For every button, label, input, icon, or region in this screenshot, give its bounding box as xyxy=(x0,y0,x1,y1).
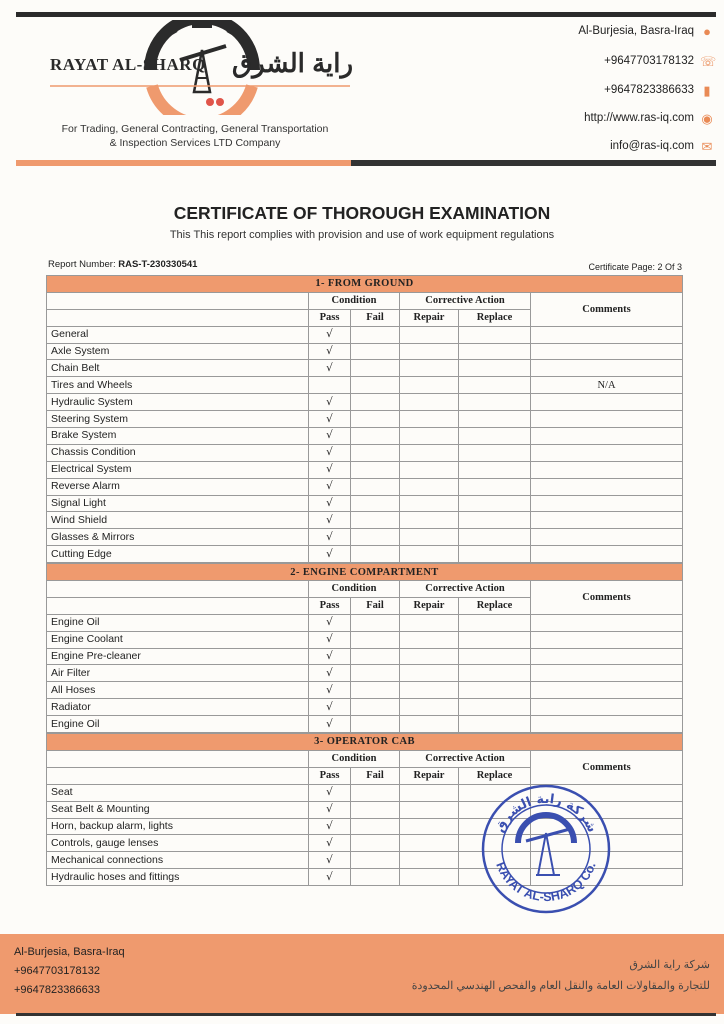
checklist-row xyxy=(47,411,683,428)
item-name: Signal Light xyxy=(47,495,309,512)
pass-mark: √ xyxy=(309,801,351,818)
comments-header: Comments xyxy=(531,581,683,615)
pass-mark: √ xyxy=(309,478,351,495)
section-header xyxy=(47,734,683,751)
pass-mark: √ xyxy=(309,631,351,648)
replace-cell xyxy=(459,444,531,461)
pass-mark: √ xyxy=(309,835,351,852)
contact-mobile: +9647823386633 xyxy=(604,84,694,96)
blank-cell xyxy=(47,292,309,309)
comment-cell: N/A xyxy=(531,377,683,394)
pass-mark: √ xyxy=(309,699,351,716)
checklist-row xyxy=(47,665,683,682)
repair-cell xyxy=(400,818,459,835)
corrective-action-header: Corrective Action xyxy=(400,750,531,767)
item-name: Radiator xyxy=(47,699,309,716)
repair-cell xyxy=(400,852,459,869)
header-top-bar xyxy=(16,12,716,17)
checklist-row xyxy=(47,360,683,377)
fail-header: Fail xyxy=(351,597,400,614)
replace-cell xyxy=(459,478,531,495)
checklist-row xyxy=(47,699,683,716)
fail-cell xyxy=(351,512,400,529)
replace-cell xyxy=(459,648,531,665)
checklist-row xyxy=(47,394,683,411)
replace-header: Replace xyxy=(459,597,531,614)
footer-phone-1: +9647703178132 xyxy=(14,965,100,977)
svg-text:RAYAT AL-SHARQ Co. xyxy=(493,860,598,904)
comment-cell xyxy=(531,495,683,512)
contact-phone: +9647703178132 xyxy=(604,55,694,67)
repair-cell xyxy=(400,801,459,818)
pass-mark: √ xyxy=(309,326,351,343)
checklist-row xyxy=(47,326,683,343)
item-name: General xyxy=(47,326,309,343)
footer-bottom-bar xyxy=(16,1013,716,1016)
pass-mark: √ xyxy=(309,716,351,733)
replace-cell xyxy=(459,326,531,343)
document-title: CERTIFICATE OF THOROUGH EXAMINATION xyxy=(173,203,551,223)
repair-cell xyxy=(400,343,459,360)
checklist-row xyxy=(47,682,683,699)
footer-tagline-ar: للتجارة والمقاولات العامة والنقل العام والفحص الهندسي المحدودة xyxy=(411,980,710,992)
fail-cell xyxy=(351,682,400,699)
item-name: Engine Oil xyxy=(47,614,309,631)
repair-cell xyxy=(400,394,459,411)
fail-cell xyxy=(351,495,400,512)
repair-cell xyxy=(400,614,459,631)
fail-cell xyxy=(351,377,400,394)
comment-cell xyxy=(531,716,683,733)
repair-cell xyxy=(400,682,459,699)
pass-mark: √ xyxy=(309,512,351,529)
item-name: All Hoses xyxy=(47,682,309,699)
phone-icon: ☏ xyxy=(700,54,717,69)
comment-cell xyxy=(531,343,683,360)
comment-cell xyxy=(531,394,683,411)
replace-cell xyxy=(459,716,531,733)
item-name: Chain Belt xyxy=(47,360,309,377)
pass-header: Pass xyxy=(309,767,351,784)
pass-mark: √ xyxy=(309,428,351,445)
replace-cell xyxy=(459,682,531,699)
repair-cell xyxy=(400,478,459,495)
fail-cell xyxy=(351,869,400,886)
fail-cell xyxy=(351,614,400,631)
condition-header: Condition xyxy=(309,292,400,309)
fail-cell xyxy=(351,665,400,682)
pass-mark: √ xyxy=(309,495,351,512)
replace-cell xyxy=(459,343,531,360)
company-name-ar: راية الشرق xyxy=(232,48,354,78)
fail-cell xyxy=(351,716,400,733)
fail-cell xyxy=(351,428,400,445)
checklist-row xyxy=(47,377,683,394)
repair-cell xyxy=(400,869,459,886)
repair-cell xyxy=(400,377,459,394)
replace-cell xyxy=(459,529,531,546)
checklist-row xyxy=(47,461,683,478)
item-name: Engine Pre-cleaner xyxy=(47,648,309,665)
item-name: Horn, backup alarm, lights xyxy=(47,818,309,835)
corrective-action-header: Corrective Action xyxy=(400,581,531,598)
column-header-row xyxy=(47,292,683,309)
comments-header: Comments xyxy=(531,292,683,326)
item-name: Wind Shield xyxy=(47,512,309,529)
pass-header: Pass xyxy=(309,309,351,326)
replace-cell xyxy=(459,495,531,512)
section-title: 3- OPERATOR CAB xyxy=(47,734,683,751)
fail-cell xyxy=(351,801,400,818)
repair-cell xyxy=(400,529,459,546)
fail-cell xyxy=(351,360,400,377)
repair-cell xyxy=(400,444,459,461)
replace-cell xyxy=(459,411,531,428)
checklist-row xyxy=(47,428,683,445)
checklist-row xyxy=(47,495,683,512)
fail-cell xyxy=(351,444,400,461)
repair-cell xyxy=(400,461,459,478)
pass-mark: √ xyxy=(309,343,351,360)
blank-cell xyxy=(47,581,309,598)
item-name: Reverse Alarm xyxy=(47,478,309,495)
mail-icon: ✉ xyxy=(701,139,713,154)
fail-cell xyxy=(351,326,400,343)
footer-company-ar: شركة راية الشرق xyxy=(629,959,710,971)
comments-header: Comments xyxy=(531,750,683,784)
checklist-row xyxy=(47,716,683,733)
condition-header: Condition xyxy=(309,581,400,598)
checklist-row xyxy=(47,512,683,529)
comment-cell xyxy=(531,478,683,495)
company-stamp xyxy=(480,783,612,915)
column-header-row xyxy=(47,750,683,767)
item-name: Seat Belt & Mounting xyxy=(47,801,309,818)
fail-cell xyxy=(351,852,400,869)
contact-email: info@ras-iq.com xyxy=(610,140,694,152)
comment-cell xyxy=(531,529,683,546)
replace-cell xyxy=(459,461,531,478)
repair-cell xyxy=(400,784,459,801)
comment-cell xyxy=(531,326,683,343)
repair-cell xyxy=(400,716,459,733)
checklist-row xyxy=(47,444,683,461)
replace-cell xyxy=(459,394,531,411)
comment-cell xyxy=(531,512,683,529)
fail-cell xyxy=(351,394,400,411)
comment-cell xyxy=(531,648,683,665)
section-table xyxy=(46,563,683,733)
section-title: 2- ENGINE COMPARTMENT xyxy=(47,564,683,581)
pass-mark: √ xyxy=(309,869,351,886)
blank-cell xyxy=(47,767,309,784)
replace-header: Replace xyxy=(459,309,531,326)
fail-cell xyxy=(351,546,400,563)
item-name: Seat xyxy=(47,784,309,801)
fail-cell xyxy=(351,648,400,665)
stamp-text-ar: شركة راية الشرق xyxy=(492,791,600,836)
contact-address: Al-Burjesia, Basra-Iraq xyxy=(578,25,694,37)
blank-cell xyxy=(47,309,309,326)
pass-mark xyxy=(309,377,351,394)
comment-cell xyxy=(531,682,683,699)
checklist-row xyxy=(47,478,683,495)
pass-mark: √ xyxy=(309,461,351,478)
footer-band xyxy=(0,934,724,1014)
replace-cell xyxy=(459,699,531,716)
repair-header: Repair xyxy=(400,767,459,784)
pass-mark: √ xyxy=(309,818,351,835)
company-tagline: For Trading, General Contracting, General Transportation & Inspection Services LTD Company xyxy=(61,123,329,149)
replace-cell xyxy=(459,428,531,445)
comment-cell xyxy=(531,411,683,428)
pass-mark: √ xyxy=(309,784,351,801)
checklist-row xyxy=(47,648,683,665)
repair-cell xyxy=(400,512,459,529)
location-pin-icon: ● xyxy=(703,24,711,39)
stamp-text-en: RAYAT AL-SHARQ Co. xyxy=(493,860,599,905)
checklist-row xyxy=(47,631,683,648)
pass-mark: √ xyxy=(309,444,351,461)
checklist-row xyxy=(47,529,683,546)
globe-icon: ◉ xyxy=(701,111,713,126)
comment-cell xyxy=(531,360,683,377)
comment-cell xyxy=(531,631,683,648)
repair-cell xyxy=(400,648,459,665)
section-title: 1- FROM GROUND xyxy=(47,276,683,293)
pass-mark: √ xyxy=(309,665,351,682)
item-name: Electrical System xyxy=(47,461,309,478)
fail-header: Fail xyxy=(351,309,400,326)
item-name: Hydraulic System xyxy=(47,394,309,411)
replace-cell xyxy=(459,631,531,648)
item-name: Cutting Edge xyxy=(47,546,309,563)
mobile-icon: ▮ xyxy=(703,83,711,98)
fail-cell xyxy=(351,784,400,801)
replace-cell xyxy=(459,377,531,394)
pass-mark: √ xyxy=(309,614,351,631)
pass-mark: √ xyxy=(309,546,351,563)
pass-mark: √ xyxy=(309,682,351,699)
item-name: Engine Oil xyxy=(47,716,309,733)
corrective-action-header: Corrective Action xyxy=(400,292,531,309)
replace-cell xyxy=(459,546,531,563)
fail-cell xyxy=(351,461,400,478)
replace-cell xyxy=(459,665,531,682)
section-table xyxy=(46,275,683,563)
repair-header: Repair xyxy=(400,309,459,326)
item-name: Axle System xyxy=(47,343,309,360)
fail-header: Fail xyxy=(351,767,400,784)
item-name: Engine Coolant xyxy=(47,631,309,648)
repair-cell xyxy=(400,360,459,377)
fail-cell xyxy=(351,343,400,360)
fail-cell xyxy=(351,631,400,648)
item-name: Steering System xyxy=(47,411,309,428)
repair-header: Repair xyxy=(400,597,459,614)
item-name: Tires and Wheels xyxy=(47,377,309,394)
replace-cell xyxy=(459,614,531,631)
item-name: Brake System xyxy=(47,428,309,445)
pass-header: Pass xyxy=(309,597,351,614)
comment-cell xyxy=(531,428,683,445)
replace-header: Replace xyxy=(459,767,531,784)
comment-cell xyxy=(531,444,683,461)
repair-cell xyxy=(400,835,459,852)
comment-cell xyxy=(531,699,683,716)
pass-mark: √ xyxy=(309,360,351,377)
item-name: Mechanical connections xyxy=(47,852,309,869)
fail-cell xyxy=(351,835,400,852)
fail-cell xyxy=(351,529,400,546)
repair-cell xyxy=(400,411,459,428)
replace-cell xyxy=(459,512,531,529)
item-name: Chassis Condition xyxy=(47,444,309,461)
pass-mark: √ xyxy=(309,529,351,546)
pass-mark: √ xyxy=(309,411,351,428)
section-header xyxy=(47,276,683,293)
repair-cell xyxy=(400,546,459,563)
comment-cell xyxy=(531,665,683,682)
repair-cell xyxy=(400,495,459,512)
pass-mark: √ xyxy=(309,648,351,665)
report-number: Report Number: RAS-T-230330541 xyxy=(48,259,198,270)
pass-mark: √ xyxy=(309,852,351,869)
document-subtitle: This This report complies with provision and use of work equipment regulations xyxy=(169,229,555,241)
comment-cell xyxy=(531,546,683,563)
item-name: Glasses & Mirrors xyxy=(47,529,309,546)
footer-address: Al-Burjesia, Basra-Iraq xyxy=(14,946,125,958)
blank-cell xyxy=(47,750,309,767)
checklist-row xyxy=(47,546,683,563)
blank-cell xyxy=(47,597,309,614)
fail-cell xyxy=(351,818,400,835)
certificate-page-info: Certificate Page: 2 Of 3 xyxy=(588,262,682,272)
fail-cell xyxy=(351,478,400,495)
company-name-en: RAYAT AL-SHARQ xyxy=(50,55,206,74)
pass-mark: √ xyxy=(309,394,351,411)
replace-cell xyxy=(459,360,531,377)
item-name: Air Filter xyxy=(47,665,309,682)
repair-cell xyxy=(400,428,459,445)
comment-cell xyxy=(531,461,683,478)
footer-phone-2: +9647823386633 xyxy=(14,984,100,996)
column-header-row xyxy=(47,581,683,598)
condition-header: Condition xyxy=(309,750,400,767)
repair-cell xyxy=(400,665,459,682)
header-divider-accent xyxy=(16,160,351,166)
comment-cell xyxy=(531,614,683,631)
contact-website: http://www.ras-iq.com xyxy=(584,112,694,124)
checklist-row xyxy=(47,343,683,360)
fail-cell xyxy=(351,411,400,428)
item-name: Hydraulic hoses and fittings xyxy=(47,869,309,886)
repair-cell xyxy=(400,326,459,343)
checklist-row xyxy=(47,614,683,631)
item-name: Controls, gauge lenses xyxy=(47,835,309,852)
fail-cell xyxy=(351,699,400,716)
header-divider-dark xyxy=(351,160,716,166)
section-header xyxy=(47,564,683,581)
stamp-derrick-icon xyxy=(518,815,574,875)
repair-cell xyxy=(400,699,459,716)
repair-cell xyxy=(400,631,459,648)
